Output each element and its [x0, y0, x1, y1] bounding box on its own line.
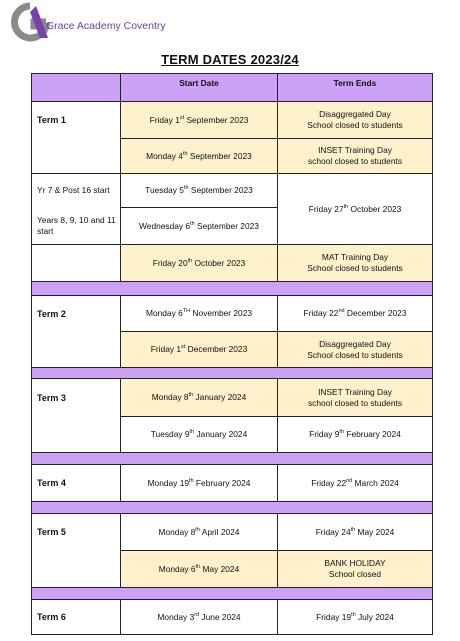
term-1-start-1: Friday 1st September 2023 — [120, 101, 277, 138]
term-2-start: Monday 6TH November 2023 — [120, 295, 277, 331]
bank-holiday-note: BANK HOLIDAY School closed — [277, 550, 432, 587]
header-start-date: Start Date — [120, 74, 277, 101]
logo-text: Grace Academy Coventry — [46, 20, 166, 32]
term-5-end: Friday 24th May 2024 — [277, 513, 432, 550]
divider-bar — [32, 587, 432, 599]
term-3-label: Term 3 — [32, 378, 120, 452]
term-2-disaggregated-note: Disaggregated Day School closed to students — [277, 331, 432, 367]
term-2-label: Term 2 — [32, 295, 120, 367]
term-3-inset-date: Monday 8th January 2024 — [120, 378, 277, 416]
term-1-end-date: Friday 27th October 2023 — [277, 173, 432, 244]
header-blank-cell — [32, 74, 120, 101]
blank-cell — [32, 244, 120, 281]
term-6-start: Monday 3rd June 2024 — [120, 599, 277, 634]
term-6-end: Friday 19th July 2024 — [277, 599, 432, 634]
divider-bar — [32, 281, 432, 295]
term-4-start: Monday 19th February 2024 — [120, 464, 277, 501]
mat-training-date: Friday 20th October 2023 — [120, 244, 277, 281]
term-1-label: Term 1 — [32, 101, 120, 173]
page-title: TERM DATES 2023/24 — [161, 52, 299, 67]
term-6-label: Term 6 — [32, 599, 120, 634]
term-4-label: Term 4 — [32, 464, 120, 501]
header-term-ends: Term Ends — [277, 74, 432, 101]
term-2-end: Friday 22nd December 2023 — [277, 295, 432, 331]
term-dates-table — [31, 73, 433, 635]
bank-holiday-date: Monday 6th May 2024 — [120, 550, 277, 587]
years-8-11-start-date: Wednesday 6th September 2023 — [120, 207, 277, 244]
divider-bar — [32, 501, 432, 513]
term-1-end-2: INSET Training Day school closed to students — [277, 138, 432, 173]
divider-bar — [32, 452, 432, 464]
term-1-start-2: Monday 4th September 2023 — [120, 138, 277, 173]
term-3-inset-note: INSET Training Day school closed to students — [277, 378, 432, 416]
term-5-label: Term 5 — [32, 513, 120, 587]
term-4-end: Friday 22nd March 2024 — [277, 464, 432, 501]
divider-bar — [32, 367, 432, 378]
term-2-disaggregated-date: Friday 1st December 2023 — [120, 331, 277, 367]
term-1-end-1: Disaggregated Day School closed to students — [277, 101, 432, 138]
mat-training-note: MAT Training Day School closed to students — [277, 244, 432, 281]
years-8-11-start-label: Years 8, 9, 10 and 11 start — [37, 214, 116, 236]
term-5-start: Monday 8th April 2024 — [120, 513, 277, 550]
yr7-start-date: Tuesday 5th September 2023 — [120, 173, 277, 207]
term-3-end: Friday 9th February 2024 — [277, 416, 432, 452]
term-3-start: Tuesday 9th January 2024 — [120, 416, 277, 452]
yr7-start-label: Yr 7 & Post 16 start — [32, 173, 120, 207]
school-logo — [10, 2, 166, 42]
